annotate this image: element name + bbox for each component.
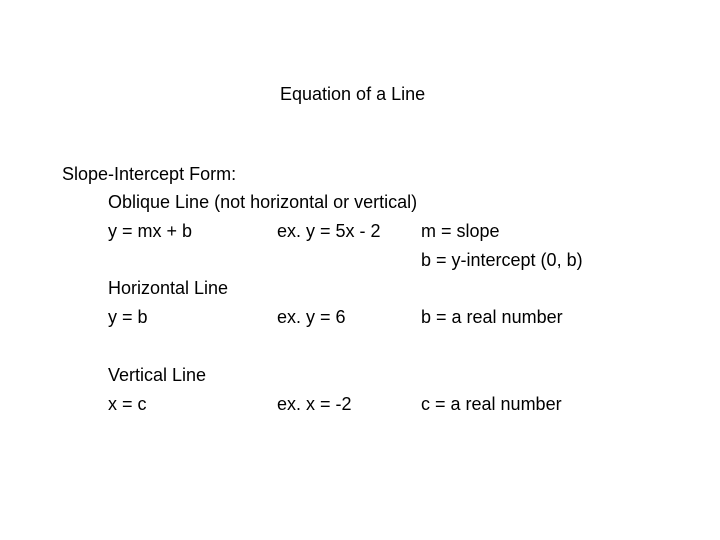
vertical-formula: x = c (108, 394, 147, 414)
horizontal-heading: Horizontal Line (108, 278, 229, 298)
section-heading: Slope-Intercept Form: (62, 164, 237, 184)
oblique-example: ex. y = 5x - 2 (277, 221, 381, 241)
vertical-note: c = a real number (421, 394, 562, 414)
oblique-note-intercept: b = y-intercept (0, b) (421, 250, 583, 270)
oblique-formula: y = mx + b (108, 221, 193, 241)
horizontal-formula: y = b (108, 307, 148, 327)
horizontal-example: ex. y = 6 (277, 307, 346, 327)
vertical-heading: Vertical Line (108, 365, 207, 385)
horizontal-note: b = a real number (421, 307, 563, 327)
oblique-heading: Oblique Line (not horizontal or vertical) (108, 192, 418, 212)
oblique-note-slope: m = slope (421, 221, 500, 241)
slide-title: Equation of a Line (280, 84, 426, 104)
vertical-example: ex. x = -2 (277, 394, 352, 414)
